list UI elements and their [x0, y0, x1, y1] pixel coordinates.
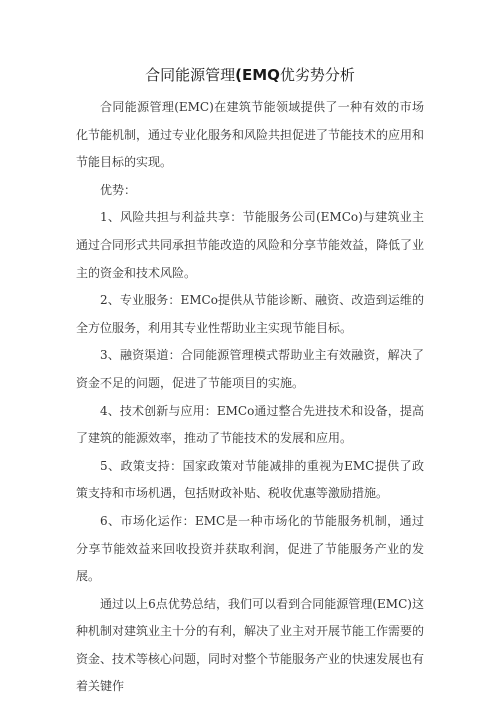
- advantage-item-2: 2、专业服务：EMCo提供从节能诊断、融资、改造到运维的全方位服务，利用其专业性帮助业主实现节能目标。: [76, 293, 424, 335]
- document-title: [76, 64, 424, 86]
- advantage-item-6: 6、市场化运作：EMC是一种市场化的节能服务机制，通过分享节能效益来回收投资并获取利润，促进了节能服务产业的发展。: [76, 513, 424, 584]
- summary-paragraph: 通过以上6点优势总结，我们可以看到合同能源管理(EMC)这种机制对建筑业主十分的有利，解决了业主对开展节能工作需要的资金、技术等核心问题，同时对整个节能服务产业的快速发展也有着关键作: [76, 596, 425, 694]
- advantage-item-4: 4、技术创新与应用：EMCo通过整合先进技术和设备，提高了建筑的能源效率，推动了节能技术的发展和应用。: [76, 403, 424, 446]
- intro-paragraph: 合同能源管理(EMC)在建筑节能领域提供了一种有效的市场化节能机制，通过专业化服务和风险共担促进了节能技术的应用和节能目标的实现。: [76, 100, 425, 170]
- advantages-label: 优势：: [100, 182, 137, 197]
- advantage-item-5: 5、政策支持：国家政策对节能减排的重视为EMC提供了政策支持和市场机遇，包括财政补贴、税收优惠等激励措施。: [76, 458, 424, 501]
- advantage-item-1: 1、风险共担与利益共享：节能服务公司(EMCo)与建筑业主通过合同形式共同承担节能改造的风险和分享节能效益，降低了业主的资金和技术风险。: [76, 210, 425, 280]
- title-suffix: 优劣势分析: [279, 66, 355, 84]
- title-prefix: 合同能源管理: [145, 66, 236, 84]
- title-latin: (EMQ: [235, 66, 280, 84]
- advantage-item-3: 3、融资渠道：合同能源管理模式帮助业主有效融资，解决了资金不足的问题，促进了节能项目的实施。: [76, 348, 424, 390]
